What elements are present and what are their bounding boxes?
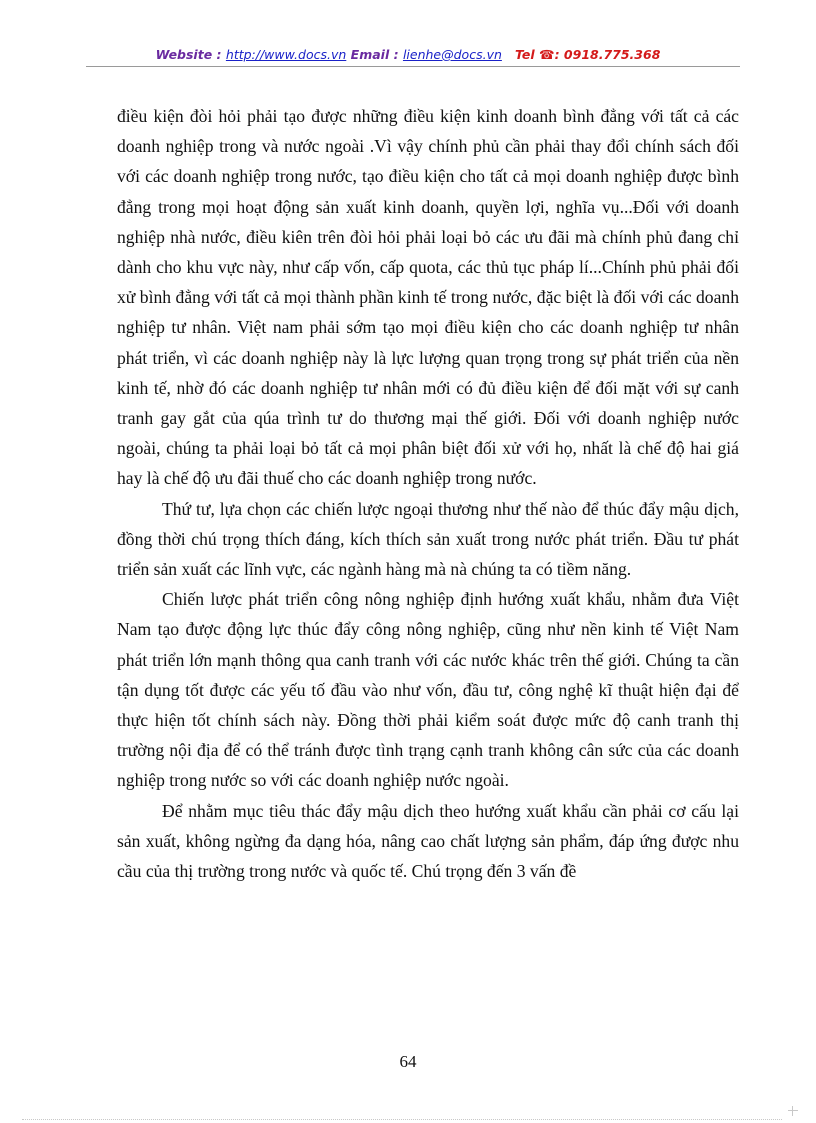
tel-number: : 0918.775.368	[554, 47, 661, 62]
email-link[interactable]: lienhe@docs.vn	[402, 47, 502, 62]
paragraph: Chiến lược phát triển công nông nghiệp định hướng xuất khẩu, nhằm đưa Việt Nam tạo được động lực thúc đẩy công nông nghiệp, cũng như nền kinh tế Việt Nam phát triển lớn mạnh thông qua canh tranh với các nước khác trên thế giới. Chúng ta cần tận dụng tốt được các yếu tố đầu vào như vốn, đầu tư, công nghệ kĩ thuật hiện đại để thực hiện tốt chính sách này. Đồng thời phải kiểm soát được mức độ canh tranh thị trường nội địa để có thể tránh được tình trạng cạnh tranh không cân sức của các doanh nghiệp trong nước so với các doanh nghiệp nước ngoài.	[117, 589, 739, 791]
telephone-icon: ☎	[539, 47, 555, 62]
website-label: Website :	[155, 47, 222, 62]
document-body	[117, 101, 739, 886]
paragraph: Thứ tư, lựa chọn các chiến lược ngoại thương như thế nào để thúc đẩy mậu dịch, đồng thời chú trọng thích đáng, kích thích sản xuất trong nước phát triển. Đầu tư phát triển sản xuất các lĩnh vực, các ngành hàng mà nà chúng ta có tiềm năng.	[117, 498, 739, 580]
page-header	[0, 47, 816, 62]
website-link[interactable]: http://www.docs.vn	[225, 47, 347, 62]
paragraph: Để nhằm mục tiêu thác đẩy mậu dịch theo hướng xuất khẩu cần phải cơ cấu lại sản xuất, không ngừng đa dạng hóa, nâng cao chất lượng sản phẩm, đáp ứng được nhu cầu của thị trường trong nước và quốc tế. Chú trọng đến 3 vấn đề	[117, 800, 739, 882]
crop-mark-icon	[788, 1106, 798, 1116]
header-divider	[86, 66, 740, 67]
email-separator: :	[389, 47, 399, 62]
page-number: 64	[399, 1052, 417, 1071]
footer-divider	[22, 1119, 782, 1120]
email-label: Email	[350, 47, 390, 62]
tel-label: Tel	[514, 47, 535, 62]
paragraph: điều kiện đòi hỏi phải tạo được những điều kiện kinh doanh bình đẳng với tất cả các doanh nghiệp trong và nước ngoài .Vì vậy chính phủ cần phải thay đổi chính sách đối với các doanh nghiệp trong nước, tạo điều kiện cho tất cả mọi doanh nghiệp được bình đẳng trong mọi hoạt động sản xuất kinh doanh, quyền lợi, nghĩa vụ...Đối với doanh nghiệp nhà nước, điều kiên trên đòi hỏi phải loại bỏ các ưu đãi mà chính phủ đang chỉ dành cho khu vực này, như cấp vốn, cấp quota, các thủ tục pháp lí...Chính phủ phải đối xử bình đẳng với tất cả mọi thành phần kinh tế trong nước, đặc biệt là đối với các doanh nghiệp tư nhân. Việt nam phải sớm tạo mọi điều kiện cho các doanh nghiệp tư nhân phát triển, vì các doanh nghiệp này là lực lượng quan trọng trong sự phát triển của nền kinh tế, nhờ đó các doanh nghiệp tư nhân mới có đủ điều kiện để đối mặt với sự canh tranh gay gắt của qúa trình tư do thương mại thế giới. Đối với doanh nghiệp nước ngoài, chúng ta phải loại bỏ tất cả mọi phân biệt đối xử với họ, nhất là chế độ hai giá hay là chế độ ưu đãi thuế cho các doanh nghiệp trong nước.	[117, 106, 739, 489]
